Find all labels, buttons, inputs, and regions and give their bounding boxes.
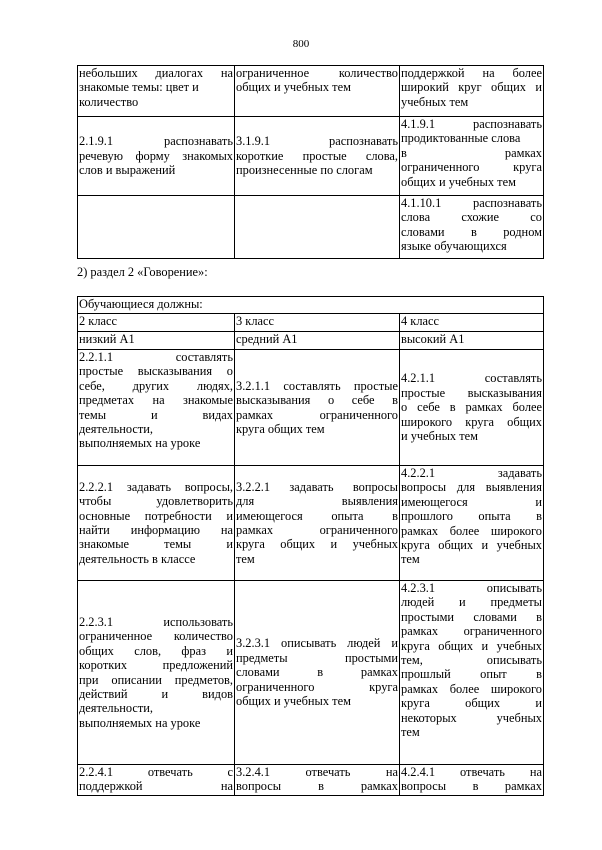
text-line: знакомые темы и — [79, 537, 233, 552]
text-line: круга общих и учебных — [401, 538, 542, 553]
text-line: действий и видов — [79, 686, 233, 701]
text-line: некоторых учебных — [401, 710, 542, 725]
text-line: рамках более широкого — [401, 523, 542, 538]
text-line: вопросы в рамках — [236, 779, 398, 794]
table-cell — [235, 581, 400, 765]
text-line: круга общих и учебных — [401, 638, 542, 653]
text-line: речевую форму знакомых — [79, 148, 233, 163]
text-line: 2.1.9.1 распознавать — [79, 134, 233, 149]
text-line: 3.2.3.1 описывать людей и — [236, 636, 398, 651]
table-row — [78, 117, 544, 196]
text-line: общих слов, фраз и — [79, 643, 233, 658]
text-line: слова схожие со — [401, 210, 542, 225]
text-line: короткие простые слова, — [236, 148, 398, 163]
text-line: ограниченное количество — [79, 629, 233, 644]
table-cell — [400, 196, 544, 259]
text-line: 4.2.1.1 составлять — [401, 371, 542, 386]
text-line: вопросы для выявления — [401, 480, 542, 495]
text-line: прошлого опыта в — [401, 509, 542, 524]
table-row — [78, 66, 544, 117]
text-line: в рамках — [401, 145, 542, 160]
text-line: рамках ограниченного — [236, 523, 398, 537]
text-line: 3.1.9.1 распознавать — [236, 134, 398, 149]
text-line: ограниченного круга — [236, 679, 398, 694]
text-line: широкого круга общих — [401, 414, 542, 429]
text-line: и учебных тем — [401, 429, 478, 444]
text-line: основные потребности и — [79, 508, 233, 523]
text-line: тем — [401, 552, 420, 567]
text-line: языке обучающихся — [401, 239, 507, 254]
table-cell — [400, 466, 544, 581]
text-line: вопросы в рамках — [401, 779, 542, 794]
text-line: произнесенные по слогам — [236, 163, 373, 178]
text-line: учебных тем — [401, 94, 469, 109]
text-line: выполняемых на уроке — [79, 436, 201, 451]
text-line: общих и учебных тем — [236, 80, 351, 95]
table-cell — [235, 466, 400, 581]
table-cell — [235, 196, 400, 259]
text-line: общих и учебных тем — [236, 694, 351, 709]
table-cell — [235, 117, 400, 196]
table-cell — [235, 66, 400, 117]
table-cell — [78, 196, 235, 259]
text-line: для выявления — [236, 494, 398, 509]
text-line: 2.2.4.1 отвечать с — [79, 765, 233, 779]
text-line: продиктованные слова — [401, 131, 521, 146]
text-line: 2.2.1.1 составлять — [79, 350, 233, 364]
text-line: 4.1.9.1 распознавать — [401, 117, 542, 131]
text-line: ограниченного круга — [401, 160, 542, 175]
text-line: 3.2.2.1 задавать вопросы — [236, 479, 398, 494]
text-line: деятельности, — [79, 422, 154, 437]
text-line: рамках ограниченного — [401, 624, 542, 639]
text-line: людей и предметы — [401, 595, 542, 610]
text-line: ограниченное количество — [236, 66, 398, 80]
text-line: круга общих и учебных — [236, 537, 398, 552]
table-cell — [78, 117, 235, 196]
text-line: небольших диалогах на — [79, 66, 233, 80]
text-line: при описании предметов, — [79, 672, 233, 687]
text-line: простыми словами в — [401, 609, 542, 624]
table-cell — [400, 117, 544, 196]
text-line: простые высказывания о — [79, 364, 233, 379]
text-line: найти информацию на — [79, 523, 233, 537]
table-cell — [78, 350, 235, 466]
table-cell — [78, 581, 235, 765]
text-line: общих и учебных тем — [401, 174, 516, 189]
text-line: тем — [401, 725, 420, 740]
table-row — [78, 581, 544, 765]
table-cell — [400, 66, 544, 117]
table-row — [78, 196, 544, 259]
text-line: 4.1.10.1 распознавать — [401, 196, 542, 210]
table-cell — [235, 765, 400, 796]
table-row — [78, 466, 544, 581]
grade-row — [78, 314, 544, 332]
table-row — [78, 297, 544, 314]
text-line: тем — [236, 551, 255, 566]
table-cell — [78, 466, 235, 581]
text-line: 3.2.4.1 отвечать на — [236, 765, 398, 779]
text-line: 4.2.2.1 задавать — [401, 466, 542, 480]
text-line: поддержкой на — [79, 779, 233, 794]
text-line: широкий круг общих и — [401, 80, 542, 95]
level-header: низкий А1 — [78, 332, 235, 350]
text-line: круга общих тем — [236, 421, 325, 436]
text-line: темы и видах — [79, 407, 233, 422]
text-line: выполняемых на уроке — [79, 715, 201, 730]
level-header: средний А1 — [235, 332, 400, 350]
text-line: имеющегося и — [401, 494, 542, 509]
continuation-table — [77, 65, 544, 259]
text-line: знакомые темы: цвет и — [79, 80, 199, 95]
table-cell — [400, 765, 544, 796]
page-number: 800 — [292, 38, 310, 50]
text-line: поддержкой на более — [401, 66, 542, 80]
table-intro: Обучающиеся должны: — [78, 297, 544, 314]
text-line: слов и выражений — [79, 163, 176, 178]
text-line: простые высказывания — [401, 385, 542, 400]
text-line: высказывания о себе в — [236, 393, 398, 408]
table-cell — [400, 350, 544, 466]
text-line: имеющегося опыта в — [236, 508, 398, 523]
text-line: предметах на знакомые — [79, 393, 233, 408]
text-line: тем, описывать — [401, 653, 542, 668]
table-cell — [400, 581, 544, 765]
text-line: себе, других людях, — [79, 378, 233, 393]
table-cell — [78, 765, 235, 796]
text-line: 4.2.4.1 отвечать на — [401, 765, 542, 779]
text-line: чтобы удовлетворить — [79, 494, 233, 509]
text-line: 3.2.1.1 составлять простые — [236, 378, 398, 393]
table-cell — [78, 66, 235, 117]
text-line: предметы простыми — [236, 650, 398, 665]
table-cell — [235, 350, 400, 466]
text-line: круга общих и — [401, 696, 542, 711]
table-row — [78, 350, 544, 466]
text-line: рамках ограниченного — [236, 407, 398, 422]
text-line: словами в рамках — [236, 665, 398, 680]
text-line: 2.2.2.1 задавать вопросы, — [79, 479, 233, 494]
grade-header: 3 класс — [235, 314, 400, 332]
grade-header: 2 класс — [78, 314, 235, 332]
text-line: количество — [79, 94, 139, 109]
speaking-objectives-table — [77, 296, 544, 796]
text-line: словами в родном — [401, 224, 542, 239]
section-heading: 2) раздел 2 «Говорение»: — [77, 265, 208, 279]
text-line: коротких предложений — [79, 658, 233, 673]
table-row — [78, 765, 544, 796]
text-line: 4.2.3.1 описывать — [401, 581, 542, 595]
text-line: рамках более широкого — [401, 681, 542, 696]
text-line: о себе в рамках более — [401, 400, 542, 415]
level-row — [78, 332, 544, 350]
level-header: высокий А1 — [400, 332, 544, 350]
text-line: прошлый опыт в — [401, 667, 542, 682]
text-line: деятельность в классе — [79, 551, 196, 566]
text-line: 2.2.3.1 использовать — [79, 614, 233, 629]
text-line: деятельности, — [79, 701, 154, 716]
grade-header: 4 класс — [400, 314, 544, 332]
